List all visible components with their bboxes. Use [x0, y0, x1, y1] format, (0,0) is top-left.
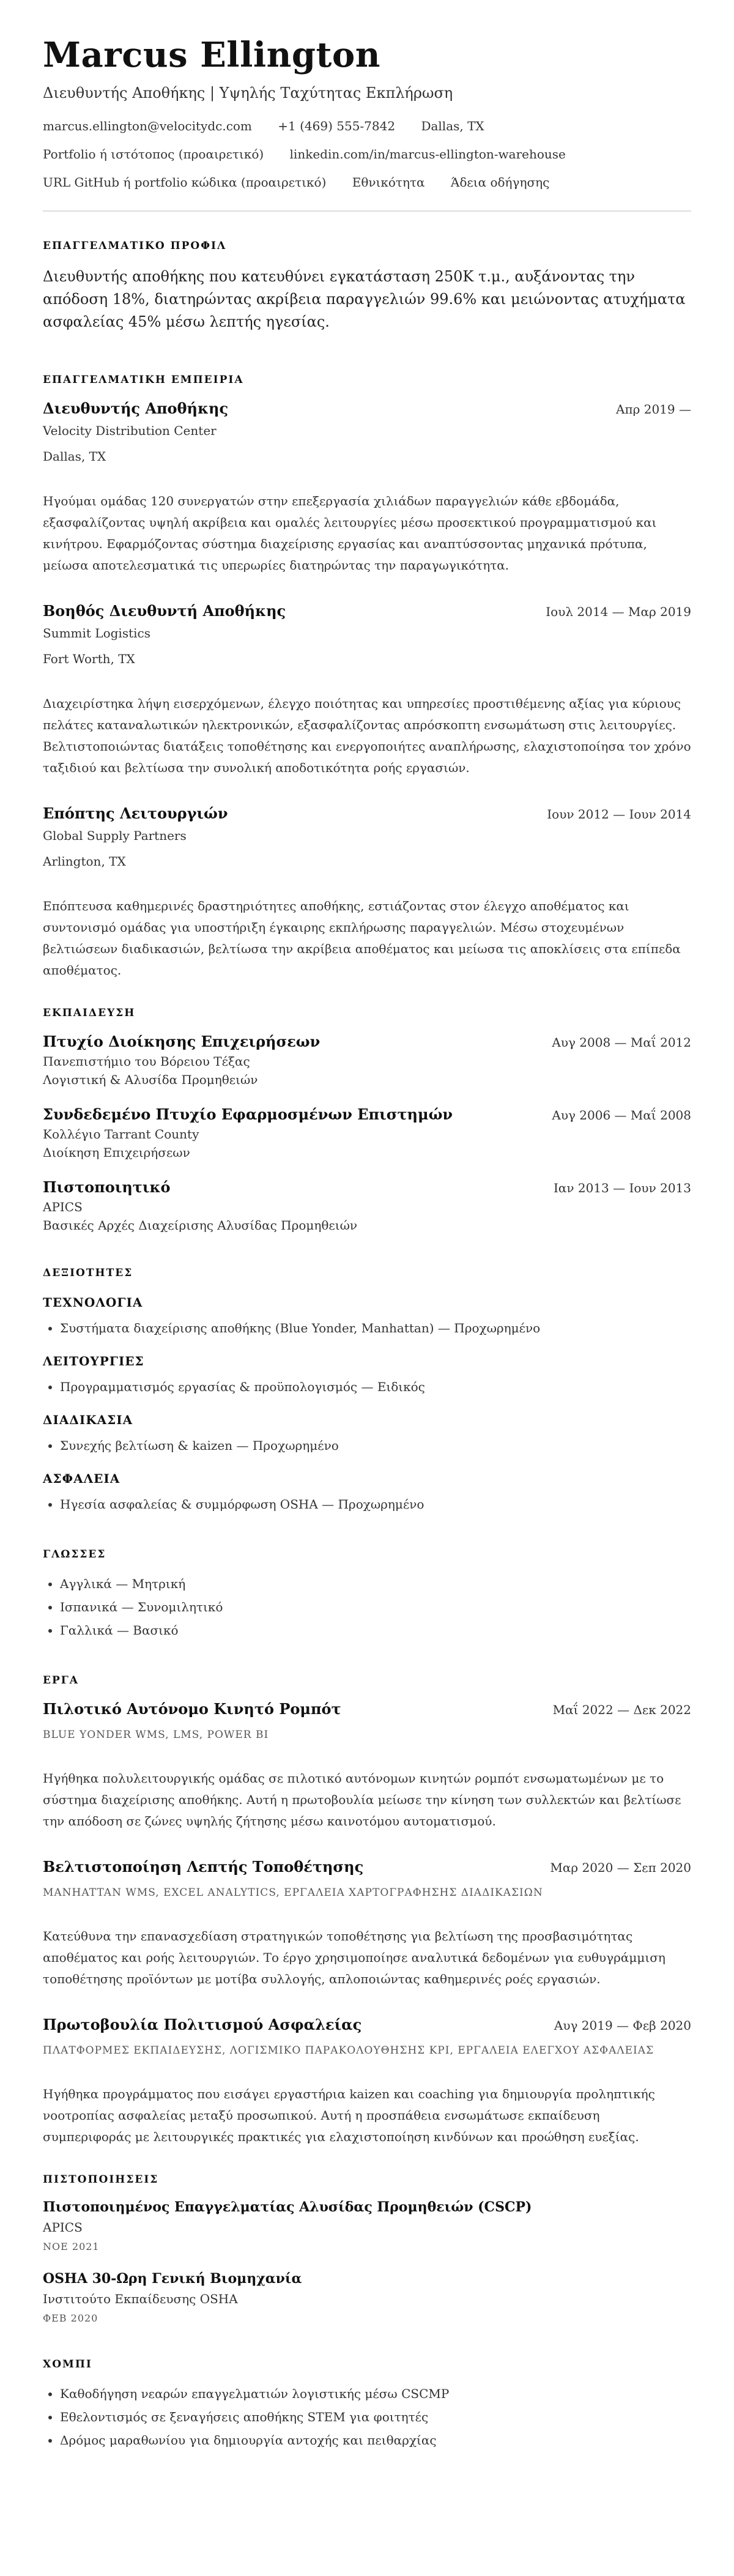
language-list — [43, 1574, 691, 1640]
degree-dates: Αυγ 2006 — Μαΐ 2008 — [552, 1108, 691, 1123]
job-location: Dallas, TX — [43, 449, 106, 464]
project-tech: ΠΛΑΤΦΟΡΜΕΣ ΕΚΠΑΙΔΕΥΣΗΣ, ΛΟΓΙΣΜΙΚΟ ΠΑΡΑΚΟΛΟΥΘΗΣΗΣ KPI, ΕΡΓΑΛΕΙΑ ΕΛΕΓΧΟΥ ΑΣΦΑΛΕΙΑΣ — [43, 2044, 654, 2057]
school-name: APICS — [43, 1200, 83, 1215]
phone-text: +1 (469) 555-7842 — [278, 118, 396, 133]
skill-item: • Συστήματα διαχείρισης αποθήκης (Blue Yonder, Manhattan) — Προχωρημένο — [60, 1318, 691, 1338]
summary-text: Διευθυντής αποθήκης που κατευθύνει εγκατάσταση 250Κ τ.μ., αυξάνοντας την απόδοση 18%, διατηρώντας ακρίβεια παραγγελιών 99.6% και μειώνοντας ατυχήματα ασφαλείας 45% μέσω λεπτής ηγεσίας. — [43, 267, 686, 330]
job-title: Διευθυντής Αποθήκης — [43, 399, 229, 418]
skill-category: ΔΙΑΔΙΚΑΣΙΑ — [43, 1412, 133, 1428]
job-description: Ηγούμαι ομάδας 120 συνεργατών στην επεξεργασία χιλιάδων παραγγελιών κάθε εβδομάδα, εξασφαλίζοντας υψηλή ακρίβεια και ομαλές λειτουργίες μέσω προσεκτικού προγραμματισμού και κινήτρου. Εφαρμόζοντας σύστημα διαχείρισης εργασίας και αναπτύσσοντας μηχανικά πρότυπα, μείωσα αποτελεσματικά τις υπερωρίες διατηρώντας την παραγωγικότητα. — [43, 494, 657, 573]
skills-section — [43, 1267, 691, 1514]
education-entry — [43, 1178, 691, 1233]
certification-date: ΝΟΕ 2021 — [43, 2241, 100, 2253]
experience-entry — [43, 804, 691, 981]
education-section-title: ΕΚΠΑΙΔΕΥΣΗ — [43, 1007, 136, 1020]
project-dates: Μαΐ 2022 — Δεκ 2022 — [552, 1702, 691, 1718]
degree-field: Λογιστική & Αλυσίδα Προμηθειών — [43, 1072, 258, 1088]
experience-entry — [43, 399, 691, 576]
company-name: Global Supply Partners — [43, 828, 187, 844]
company-name: Velocity Distribution Center — [43, 423, 217, 439]
degree-title: Συνδεδεμένο Πτυχίο Εφαρμοσμένων Επιστημών — [43, 1105, 453, 1124]
job-title: Επόπτης Λειτουργιών — [43, 804, 228, 823]
project-entry — [43, 2016, 691, 2148]
hobbies-section — [43, 2358, 691, 2450]
job-description: Επόπτευσα καθημερινές δραστηριότητες αποθήκης, εστιάζοντας στον έλεγχο αποθέματος και συντονισμό ομάδας για υποστήριξη έγκαιρης εκπλήρωσης παραγγελιών. Μέσω στοχευμένων βελτιώσεων διαδικασιών, βελτίωσα την ακρίβεια αποθέματος και μείωσα τις αποκλίσεις στα επίπεδα αποθέματος. — [43, 899, 681, 978]
experience-section-title: ΕΠΑΓΓΕΛΜΑΤΙΚΗ ΕΜΠΕΙΡΙΑ — [43, 374, 244, 387]
skill-item: • Προγραμματισμός εργασίας & προϋπολογισμός — Ειδικός — [60, 1377, 691, 1397]
project-dates: Αυγ 2019 — Φεβ 2020 — [554, 2018, 691, 2033]
github-link[interactable]: URL GitHub ή portfolio κώδικα (προαιρετικό) — [43, 174, 327, 190]
contact-row-extra — [43, 175, 691, 190]
email-link[interactable]: marcus.ellington@velocitydc.com — [43, 118, 252, 133]
degree-field: Βασικές Αρχές Διαχείρισης Αλυσίδας Προμηθειών — [43, 1218, 358, 1233]
project-name: Πρωτοβουλία Πολιτισμού Ασφαλείας — [43, 2016, 362, 2034]
project-description: Ηγήθηκα πολυλειτουργικής ομάδας σε πιλοτικό αυτόνομων κινητών ρομπότ ενσωματωμένων με το σύστημα διαχείρισης αποθήκης. Αυτή η πρωτοβουλία μείωσε την κίνηση των συλλεκτών και βελτίωσε την απόδοση σε ζώνες υψηλής ζήτησης μέσω καινοτόμου αυτοματισμού. — [43, 1771, 681, 1829]
skill-category: ΑΣΦΑΛΕΙΑ — [43, 1471, 120, 1487]
candidate-name: Marcus Ellington — [43, 35, 380, 75]
hobby-list — [43, 2384, 691, 2450]
projects-section-title: ΕΡΓΑ — [43, 1674, 79, 1687]
languages-section-title: ΓΛΩΣΣΕΣ — [43, 1548, 106, 1561]
certification-issuer: APICS — [43, 2220, 83, 2235]
summary-section-title: ΕΠΑΓΓΕΛΜΑΤΙΚΟ ΠΡΟΦΙΛ — [43, 239, 227, 252]
language-item: • Αγγλικά — Μητρική — [60, 1574, 691, 1594]
hobbies-section-title: ΧΟΜΠΙ — [43, 2358, 92, 2371]
languages-section — [43, 1548, 691, 1640]
job-title: Βοηθός Διευθυντή Αποθήκης — [43, 602, 286, 620]
education-section — [43, 1007, 691, 1233]
job-dates: Απρ 2019 — — [616, 402, 691, 417]
job-location: Fort Worth, TX — [43, 651, 135, 667]
project-tech: MANHATTAN WMS, EXCEL ANALYTICS, ΕΡΓΑΛΕΙΑ ΧΑΡΤΟΓΡΑΦΗΣΗΣ ΔΙΑΔΙΚΑΣΙΩΝ — [43, 1887, 543, 1899]
job-dates: Ιουν 2012 — Ιουν 2014 — [547, 807, 691, 822]
contact-row-primary — [43, 119, 691, 133]
education-entry — [43, 1105, 691, 1160]
job-location: Arlington, TX — [43, 854, 126, 869]
skill-list — [43, 1318, 691, 1338]
certifications-section — [43, 2173, 691, 2324]
degree-dates: Αυγ 2008 — Μαΐ 2012 — [552, 1035, 691, 1050]
degree-field: Διοίκηση Επιχειρήσεων — [43, 1145, 190, 1160]
skill-list — [43, 1436, 691, 1455]
company-name: Summit Logistics — [43, 626, 150, 641]
skill-category: ΤΕΧΝΟΛΟΓΙΑ — [43, 1295, 143, 1310]
skill-item: • Συνεχής βελτίωση & kaizen — Προχωρημένο — [60, 1436, 691, 1455]
nationality-text: Εθνικότητα — [352, 174, 425, 190]
language-item: • Ισπανικά — Συνομιλητικό — [60, 1597, 691, 1617]
project-description: Κατεύθυνα την επανασχεδίαση στρατηγικών τοποθέτησης για βελτίωση της προσβασιμότητας αποθέματος και ροής λειτουργιών. Το έργο χρησιμοποίησε αναλυτικά δεδομένων για ευθυγράμμιση τοποθέτησης προϊόντων με μοτίβα συλλογής, απλοποιώντας καθημερινές ροές εργασιών. — [43, 1929, 665, 1987]
hobby-item: • Δρόμος μαραθωνίου για δημιουργία αντοχής και πειθαρχίας — [60, 2430, 691, 2450]
degree-title: Πιστοποιητικό — [43, 1178, 171, 1197]
location-text: Dallas, TX — [421, 118, 484, 133]
skill-category: ΛΕΙΤΟΥΡΓΙΕΣ — [43, 1354, 144, 1369]
school-name: Πανεπιστήμιο του Βόρειου Τέξας — [43, 1054, 250, 1069]
certification-entry — [43, 2199, 691, 2252]
job-description: Διαχειρίστηκα λήψη εισερχόμενων, έλεγχο ποιότητας και υπηρεσίες προστιθέμενης αξίας για κύριους πελάτες καταναλωτικών ηλεκτρονικών, εξασφαλίζοντας απρόσκοπτη ενσωμάτωση στις λειτουργίες. Βελτιστοποιώντας διατάξεις τοποθέτησης και ενεργοποιήτες αναπλήρωσης, ελαχιστοποίησα τον χρόνο ταξιδιού και βελτίωσα την συνολική αποδοτικότητα ροής εργασιών. — [43, 696, 691, 776]
project-name: Βελτιστοποίηση Λεπτής Τοποθέτησης — [43, 1858, 364, 1876]
language-item: • Γαλλικά — Βασικό — [60, 1620, 691, 1640]
certifications-section-title: ΠΙΣΤΟΠΟΙΗΣΕΙΣ — [43, 2173, 159, 2186]
certification-name: OSHA 30-Ωρη Γενική Βιομηχανία — [43, 2271, 302, 2287]
header-divider — [43, 210, 691, 212]
certification-date: ΦΕΒ 2020 — [43, 2312, 98, 2325]
project-description: Ηγήθηκα προγράμματος που εισάγει εργαστήρια kaizen και coaching για δημιουργία προληπτικής νοοτροπίας ασφαλείας μεταξύ προσωπικού. Αυτή η προσπάθεια ενσωμάτωσε εκπαίδευση συμπεριφοράς με λειτουργικές πρακτικές για ελαχιστοποίηση κινδύνων και προώθηση ευεξίας. — [43, 2087, 655, 2145]
project-tech: BLUE YONDER WMS, LMS, POWER BI — [43, 1729, 269, 1742]
hobby-item: • Εθελοντισμός σε ξεναγήσεις αποθήκης STEM για φοιτητές — [60, 2407, 691, 2427]
certification-name: Πιστοποιημένος Επαγγελματίας Αλυσίδας Προμηθειών (CSCP) — [43, 2199, 532, 2216]
skill-list — [43, 1377, 691, 1397]
contact-row-links — [43, 147, 691, 161]
linkedin-link[interactable]: linkedin.com/in/marcus-ellington-warehouse — [289, 146, 566, 161]
degree-dates: Ιαν 2013 — Ιουν 2013 — [553, 1181, 691, 1196]
headline: Διευθυντής Αποθήκης | Υψηλής Ταχύτητας Εκπλήρωση — [43, 84, 453, 102]
skills-section-title: ΔΕΞΙΟΤΗΤΕΣ — [43, 1267, 133, 1280]
project-name: Πιλοτικό Αυτόνομο Κινητό Ρομπότ — [43, 1700, 341, 1718]
certification-issuer: Ινστιτούτο Εκπαίδευσης OSHA — [43, 2292, 238, 2307]
skill-item: • Ηγεσία ασφαλείας & συμμόρφωση OSHA — Προχωρημένο — [60, 1494, 691, 1514]
hobby-item: • Καθοδήγηση νεαρών επαγγελματιών λογιστικής μέσω CSCMP — [60, 2384, 691, 2403]
portfolio-link[interactable]: Portfolio ή ιστότοπος (προαιρετικό) — [43, 146, 264, 161]
project-entry — [43, 1700, 691, 1832]
license-text: Άδεια οδήγησης — [450, 174, 550, 190]
education-entry — [43, 1033, 691, 1087]
certification-entry — [43, 2271, 691, 2324]
skill-list — [43, 1494, 691, 1514]
project-entry — [43, 1858, 691, 1990]
school-name: Κολλέγιο Tarrant County — [43, 1127, 199, 1142]
degree-title: Πτυχίο Διοίκησης Επιχειρήσεων — [43, 1033, 321, 1051]
experience-entry — [43, 602, 691, 779]
project-dates: Μαρ 2020 — Σεπ 2020 — [550, 1860, 691, 1876]
job-dates: Ιουλ 2014 — Μαρ 2019 — [546, 604, 691, 620]
